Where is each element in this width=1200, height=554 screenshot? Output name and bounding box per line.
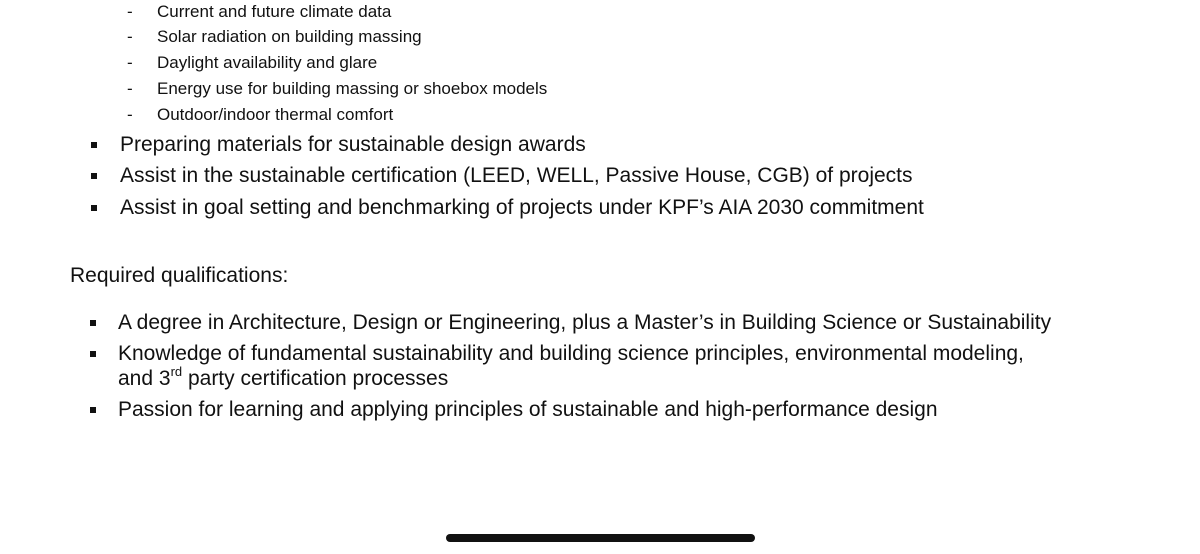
sub-list-item-text: Daylight availability and glare [157, 53, 378, 72]
qualification-text-line-2-end: party certification processes [182, 367, 449, 390]
dash-marker: - [127, 2, 133, 21]
square-bullet-icon [90, 351, 96, 357]
square-bullet-icon [90, 320, 96, 326]
sub-list-item-text: Energy use for building massing or shoebox models [157, 79, 548, 98]
home-indicator-bar[interactable] [446, 534, 755, 542]
dash-marker: - [127, 53, 133, 72]
sub-list-item-text: Outdoor/indoor thermal comfort [157, 105, 394, 124]
qualification-text: Passion for learning and applying principles of sustainable and high-performance design [118, 398, 938, 421]
dash-marker: - [127, 79, 133, 98]
square-bullet-icon [91, 142, 97, 148]
sub-list-item-text: Solar radiation on building massing [157, 27, 422, 46]
qualification-text-line-1: Knowledge of fundamental sustainability and building science principles, environmental modeling, [118, 342, 1024, 365]
qualification-text: A degree in Architecture, Design or Engineering, plus a Master’s in Building Science or Sustainability [118, 311, 1052, 334]
square-bullet-icon [91, 173, 97, 179]
responsibility-text: Assist in the sustainable certification (LEED, WELL, Passive House, CGB) of projects [120, 164, 913, 187]
responsibility-text: Assist in goal setting and benchmarking of projects under KPF’s AIA 2030 commitment [120, 196, 924, 219]
dash-marker: - [127, 27, 133, 46]
qualification-text-line-2-start: and 3 [118, 367, 171, 390]
square-bullet-icon [90, 407, 96, 413]
qualification-text-line-2 [118, 366, 448, 391]
ordinal-suffix: rd [170, 364, 183, 379]
responsibility-text: Preparing materials for sustainable design awards [120, 133, 586, 156]
square-bullet-icon [91, 205, 97, 211]
sub-list-item-text: Current and future climate data [157, 2, 392, 21]
dash-marker: - [127, 105, 133, 124]
qualifications-heading: Required qualifications: [70, 264, 289, 287]
